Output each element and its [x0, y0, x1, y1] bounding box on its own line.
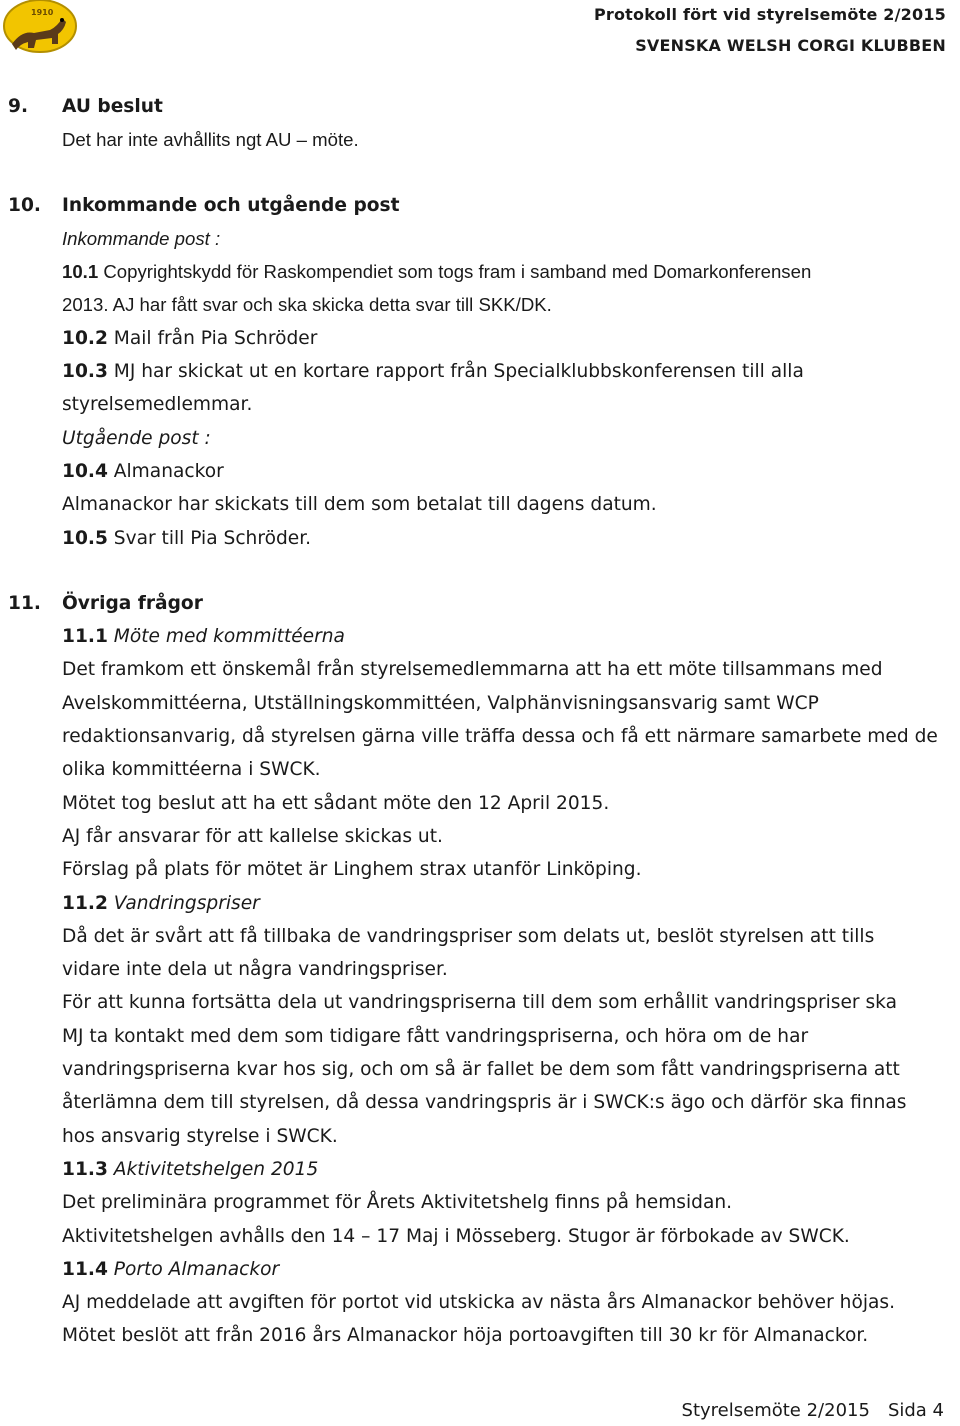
post-item-10-1-cont: 2013. AJ har fått svar och ska skicka detta svar till SKK/DK.: [62, 294, 552, 316]
section-number: 9.: [8, 96, 29, 117]
paragraph-line: Aktivitetshelgen avhålls den 14 – 17 Maj i Mösseberg. Stugor är förbokade av SWCK.: [62, 1225, 850, 1247]
post-item-10-2: [0, 322, 960, 355]
document-body: [0, 90, 960, 1353]
item-number: 11.3: [62, 1158, 108, 1180]
item-11-1-heading: [0, 620, 960, 653]
section-number: 11.: [8, 592, 41, 614]
page-number: Sida 4: [887, 1400, 944, 1421]
item-number: 10.4: [62, 460, 108, 482]
post-item-10-4: [0, 455, 960, 488]
item-number: 10.5: [62, 527, 108, 549]
header-club-name: SVENSKA WELSH CORGI KLUBBEN: [635, 36, 946, 55]
post-item-10-4-cont: Almanackor har skickats till dem som betalat till dagens datum.: [62, 494, 657, 516]
paragraph-line: MJ ta kontakt med dem som tidigare fått vandringspriserna, och höra om de har: [62, 1025, 809, 1047]
post-item-10-3: [0, 355, 960, 388]
paragraph-line: olika kommittéerna i SWCK.: [62, 759, 321, 781]
logo-text: 1910: [31, 8, 54, 17]
item-number: 10.3: [62, 361, 108, 383]
paragraph-line: redaktionsanvarig, då styrelsen gärna ville träffa dessa och få ett närmare samarbete med de: [62, 726, 938, 748]
section-10-heading: [0, 189, 960, 222]
paragraph-line: Mötet beslöt att från 2016 års Almanackor höja portoavgiften till 30 kr för Almanackor.: [62, 1325, 869, 1347]
page-footer: [682, 1400, 944, 1421]
item-number: 10.2: [62, 327, 108, 349]
incoming-post-label: Inkommande post :: [62, 227, 221, 249]
paragraph-line: Avelskommittéerna, Utställningskommittéen, Valphänvisningsansvarig samt WCP: [62, 692, 819, 714]
paragraph-line: Mötet tog beslut att ha ett sådant möte den 12 April 2015.: [62, 792, 610, 814]
header-title: Protokoll fört vid styrelsemöte 2/2015: [593, 5, 946, 24]
item-text: Almanackor: [107, 460, 224, 482]
paragraph-line: AJ får ansvarar för att kallelse skickas ut.: [62, 825, 443, 847]
paragraph-line: vidare inte dela ut några vandringspriser.: [62, 959, 448, 981]
club-logo: [0, 0, 78, 58]
item-title: Porto Almanackor: [107, 1258, 280, 1280]
post-item-10-5: [0, 522, 960, 555]
item-title: Aktivitetshelgen 2015: [107, 1158, 319, 1180]
footer-meeting: Styrelsemöte 2/2015: [681, 1400, 870, 1421]
section-9-heading: [0, 90, 960, 123]
item-number: 10.1: [62, 261, 99, 283]
section-11-heading: [0, 587, 960, 620]
paragraph-line: För att kunna fortsätta dela ut vandringspriserna till dem som erhållit vandringspriser ska: [62, 992, 898, 1014]
section-title: Inkommande och utgående post: [62, 194, 400, 216]
paragraph-line: hos ansvarig styrelse i SWCK.: [62, 1125, 338, 1147]
item-text: Copyrightskydd för Raskompendiet som togs fram i samband med Domarkonferensen: [98, 261, 812, 283]
item-11-4-heading: [0, 1253, 960, 1286]
item-text: Mail från Pia Schröder: [107, 327, 318, 349]
section-9-body: Det har inte avhållits ngt AU – möte.: [62, 129, 359, 151]
item-text: MJ har skickat ut en kortare rapport från Specialklubbskonferensen till alla: [107, 361, 804, 383]
item-11-2-heading: [0, 887, 960, 920]
paragraph-line: Då det är svårt att få tillbaka de vandringspriser som delats ut, beslöt styrelsen att tills: [62, 925, 875, 947]
post-item-10-3-cont: styrelsemedlemmar.: [62, 394, 253, 416]
outgoing-post-label: Utgående post :: [62, 427, 211, 449]
paragraph-line: Det preliminära programmet för Årets Aktivitetshelg finns på hemsidan.: [62, 1192, 733, 1214]
post-item-10-1: [0, 255, 960, 288]
paragraph-line: återlämna dem till styrelsen, då dessa vandringspris är i SWCK:s ägo och därför ska finnas: [62, 1092, 907, 1114]
section-title: AU beslut: [62, 96, 163, 117]
section-number: 10.: [8, 194, 41, 216]
item-11-3-heading: [0, 1153, 960, 1186]
paragraph-line: vandringspriserna kvar hos sig, och om så är fallet be dem som fått vandringspriserna att: [62, 1059, 900, 1081]
item-title: Möte med kommittéerna: [107, 626, 345, 648]
paragraph-line: AJ meddelade att avgiften för portot vid utskicka av nästa års Almanackor behöver höjas.: [62, 1292, 895, 1314]
item-number: 11.1: [62, 626, 108, 648]
paragraph-line: Det framkom ett önskemål från styrelsemedlemmarna att ha ett möte tillsammans med: [62, 659, 883, 681]
section-title: Övriga frågor: [62, 592, 203, 614]
item-text: Svar till Pia Schröder.: [107, 527, 312, 549]
paragraph-line: Förslag på plats för mötet är Linghem strax utanför Linköping.: [62, 859, 642, 881]
item-title: Vandringspriser: [107, 892, 260, 914]
item-number: 11.4: [62, 1258, 108, 1280]
item-number: 11.2: [62, 892, 108, 914]
